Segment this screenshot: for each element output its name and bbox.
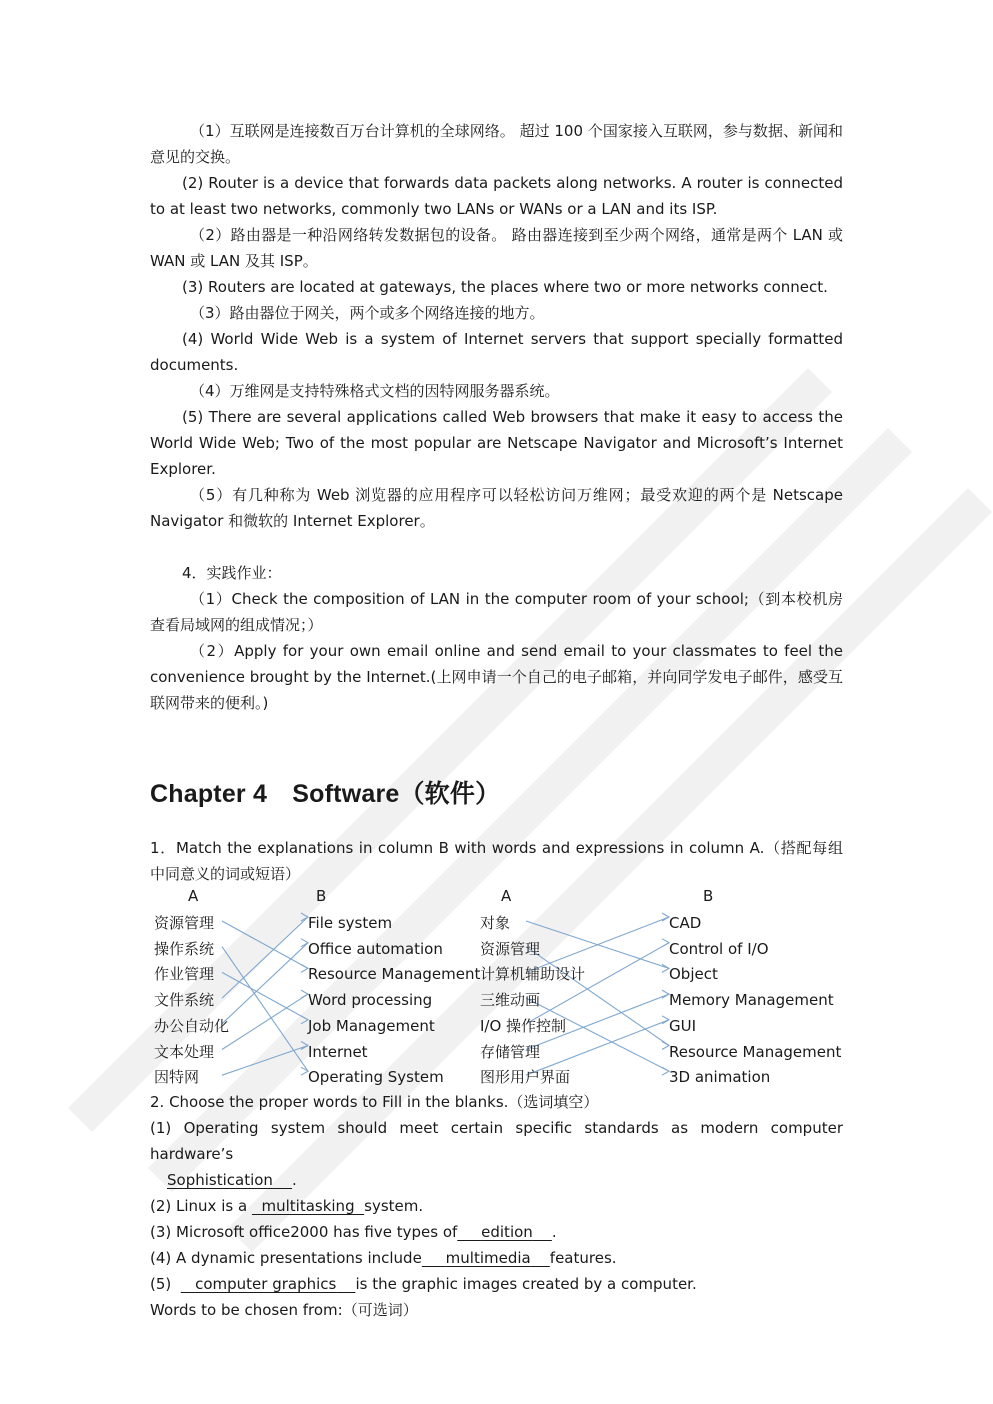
- column-a-left-item: 文件系统: [154, 991, 215, 1010]
- paragraph: （4）万维网是支持特殊格式文档的因特网服务器系统。: [190, 382, 560, 400]
- spacer: [150, 534, 843, 560]
- column-a-right-item: 对象: [480, 914, 511, 932]
- question-text: (2) Linux is a: [150, 1197, 248, 1215]
- column-b-left-item: Office automation: [308, 939, 443, 958]
- column-a-left-item: 因特网: [154, 1068, 200, 1087]
- fill-question-1: [150, 1115, 843, 1167]
- column-b-left-item: Job Management: [308, 1016, 435, 1035]
- paragraph: （5）有几种称为 Web 浏览器的应用程序可以轻松访问万维网；最受欢迎的两个是 Netscape Navigator 和微软的 Internet Explorer。: [150, 486, 843, 530]
- answer-blank: [181, 1275, 356, 1293]
- match-link-line-arrowhead: [301, 1067, 308, 1075]
- column-a-right-item: I/O 操作控制: [480, 1016, 567, 1035]
- spacer: [150, 716, 843, 774]
- paragraph: (2) Router is a device that forwards data packets along networks. A router is connected to at least two networks, commonly two LANs or WANs or a LAN and its ISP.: [150, 174, 843, 218]
- answer-blank: [252, 1197, 364, 1215]
- spacer: [150, 814, 843, 835]
- fill-question-4: [150, 1245, 843, 1271]
- column-a-left-item: 文本处理: [154, 1042, 215, 1061]
- practice-item: （1）Check the composition of LAN in the computer room of your school;（到本校机房查看局域网的组成情况；）: [150, 590, 843, 634]
- column-header-a-right: A: [501, 887, 512, 905]
- fill-question-2: [150, 1193, 843, 1219]
- column-b-right-item: Resource Management: [669, 1042, 842, 1061]
- answer-text: Sophistication: [167, 1171, 273, 1189]
- match-link-line: [222, 1046, 308, 1076]
- column-b-right-item: CAD: [669, 914, 702, 932]
- column-b-right-item: Object: [669, 965, 718, 984]
- column-a-left-item: 资源管理: [154, 914, 215, 932]
- column-b-left-item: Resource Management: [308, 965, 481, 984]
- match-link-line-arrowhead: [662, 1067, 669, 1075]
- chapter-title: Chapter 4 Software（软件）: [150, 780, 501, 808]
- column-a-right-item: 资源管理: [480, 939, 541, 958]
- match-link-line-arrowhead: [301, 964, 308, 972]
- page-content: [150, 118, 843, 1323]
- match-link-line-arrowhead: [662, 964, 669, 972]
- paragraph: (5) There are several applications called Web browsers that make it easy to access the World Wide Web; Two of the most popular are Netscape Navigator and Microsoft’s Internet Explorer.: [150, 408, 843, 478]
- answer-blank: [422, 1249, 550, 1267]
- match-link-line: [222, 943, 308, 1024]
- column-a-right-item: 计算机辅助设计: [480, 965, 586, 984]
- question-text: (4) A dynamic presentations include: [150, 1249, 422, 1267]
- match-link-line-arrowhead: [662, 1016, 669, 1024]
- question-text: system.: [364, 1197, 424, 1215]
- matching-table: [150, 887, 843, 1095]
- question-text: features.: [549, 1249, 617, 1267]
- column-b-right-item: GUI: [669, 1016, 697, 1035]
- match-link-line-arrowhead: [662, 939, 669, 947]
- question-text: .: [292, 1171, 297, 1189]
- match-link-line-arrowhead: [301, 1042, 308, 1050]
- column-b-right-item: Memory Management: [669, 991, 834, 1010]
- answer-text: multimedia: [445, 1249, 531, 1267]
- answer-blank: [457, 1223, 552, 1241]
- column-a-right-item: 三维动画: [480, 991, 541, 1010]
- match-link-line: [222, 917, 308, 998]
- column-header-b-left: B: [316, 887, 327, 905]
- practice-item: （2）Apply for your own email online and send email to your classmates to feel the convenience brought by the Internet.(上网申请一个自己的电子邮箱，并向同学发电子邮件，感受互联网带来的便利。): [150, 642, 843, 712]
- match-link-line: [222, 947, 308, 1071]
- column-b-right-item: Control of I/O: [669, 939, 769, 958]
- column-a-left-item: 操作系统: [154, 939, 215, 958]
- column-a-left-item: 办公自动化: [154, 1016, 230, 1035]
- practice-title: 4．实践作业：: [182, 564, 282, 582]
- answer-text: multitasking: [261, 1197, 355, 1215]
- column-a-right-item: 图形用户界面: [480, 1068, 571, 1087]
- column-a-left-item: 作业管理: [154, 965, 215, 984]
- question-text: (1) Operating system should meet certain specific standards as modern computer hardware’s: [150, 1119, 843, 1163]
- column-b-right-item: 3D animation: [669, 1068, 771, 1087]
- match-link-line: [222, 921, 308, 968]
- question-text: (3) Microsoft office2000 has five types of: [150, 1223, 458, 1241]
- answer-text: computer graphics: [195, 1275, 337, 1293]
- paragraph: （2）路由器是一种沿网络转发数据包的设备。 路由器连接到至少两个网络，通常是两个 LAN 或 WAN 或 LAN 及其 ISP。: [150, 226, 843, 270]
- fill-question-3: [150, 1219, 843, 1245]
- column-header-b-right: B: [703, 887, 714, 905]
- fill-question-1-answer-line: [150, 1167, 843, 1193]
- match-link-line-arrowhead: [662, 913, 669, 921]
- question-text: is the graphic images created by a computer.: [355, 1275, 697, 1293]
- exercise2-instruction: 2. Choose the proper words to Fill in the blanks.（选词填空）: [150, 1093, 599, 1111]
- column-b-left-item: Internet: [308, 1042, 368, 1061]
- column-b-left-item: Operating System: [308, 1068, 444, 1087]
- paragraph: (4) World Wide Web is a system of Internet servers that support specially formatted documents.: [150, 330, 843, 374]
- paragraph: （1）互联网是连接数百万台计算机的全球网络。 超过 100 个国家接入互联网，参与数据、新闻和意见的交换。: [150, 122, 843, 166]
- match-link-line: [222, 972, 308, 1019]
- match-link-line-arrowhead: [662, 990, 669, 998]
- fill-question-5: [150, 1271, 843, 1297]
- paragraph: (3) Routers are located at gateways, the places where two or more networks connect.: [182, 278, 828, 296]
- column-a-right-item: 存储管理: [480, 1042, 541, 1061]
- match-link-line: [222, 994, 308, 1049]
- column-header-a-left: A: [188, 887, 199, 905]
- question-text: (5): [150, 1275, 172, 1293]
- column-b-left-item: File system: [308, 914, 393, 932]
- exercise1-instruction: 1．Match the explanations in column B with words and expressions in column A.（搭配每组中同意义的词或短语）: [150, 839, 843, 883]
- question-text: .: [551, 1223, 557, 1241]
- match-link-line-arrowhead: [301, 1016, 308, 1024]
- words-to-choose-label: Words to be chosen from:（可选词）: [150, 1301, 418, 1319]
- column-b-left-item: Word processing: [308, 991, 433, 1010]
- answer-blank: [167, 1171, 292, 1189]
- answer-text: edition: [481, 1223, 533, 1241]
- paragraph: （3）路由器位于网关，两个或多个网络连接的地方。: [190, 304, 545, 322]
